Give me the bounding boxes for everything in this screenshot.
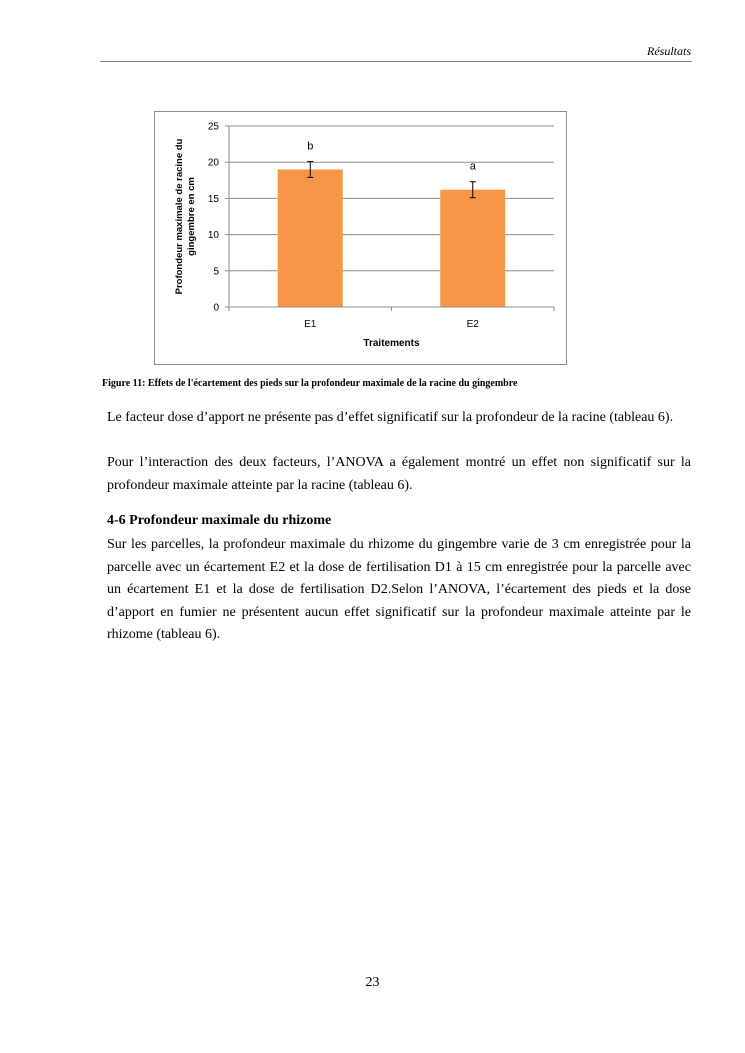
paragraph-rhizome: Sur les parcelles, la profondeur maximale du rhizome du gingembre varie de 3 cm enregistrée pour la parcelle avec un écartement E2 et la dose de fertilisation D1 à 15 cm enregistrée pour la parcelle avec un écartement E1 et la dose de fertilisation D2.Selon l’ANOVA, l’écartement des pieds et la dose d’apport en fumier ne présentent aucun effet significatif sur la profondeur maximale atteinte par le rhizome (tableau 6). bbox=[107, 537, 691, 642]
chart-frame bbox=[154, 111, 567, 365]
y-axis-title: gingembre en cm bbox=[186, 177, 197, 256]
y-tick-label: 10 bbox=[207, 230, 219, 242]
y-tick-label: 5 bbox=[213, 266, 219, 278]
section-heading: 4-6 Profondeur maximale du rhizome bbox=[107, 513, 332, 528]
bar-e1 bbox=[278, 169, 343, 307]
significance-letter: a bbox=[469, 160, 476, 173]
running-header: Résultats bbox=[647, 44, 691, 58]
y-axis-title: Profondeur maximale de racine du bbox=[174, 138, 185, 295]
x-tick-label: E2 bbox=[466, 319, 479, 330]
bar-e2 bbox=[440, 190, 505, 307]
y-tick-label: 20 bbox=[207, 157, 219, 169]
page-number: 23 bbox=[365, 975, 380, 990]
header-rule bbox=[100, 61, 692, 62]
y-tick-label: 0 bbox=[213, 302, 219, 314]
y-tick-label: 25 bbox=[207, 121, 219, 133]
paragraph-dose-effect: Le facteur dose d’apport ne présente pas d’effet significatif sur la profondeur de la racine (tableau 6). bbox=[107, 410, 674, 425]
paragraph-interaction: Pour l’interaction des deux facteurs, l’ANOVA a également montré un effet non significatif sur la profondeur maximale atteinte par la racine (tableau 6). bbox=[107, 455, 691, 493]
x-tick-label: E1 bbox=[304, 319, 317, 330]
figure-caption: Figure 11: Effets de l'écartement des pieds sur la profondeur maximale de la racine du gingembre bbox=[102, 378, 518, 389]
significance-letter: b bbox=[307, 140, 314, 153]
bar-chart bbox=[155, 112, 568, 366]
x-axis-title: Traitements bbox=[363, 338, 420, 349]
y-tick-label: 15 bbox=[207, 193, 219, 205]
